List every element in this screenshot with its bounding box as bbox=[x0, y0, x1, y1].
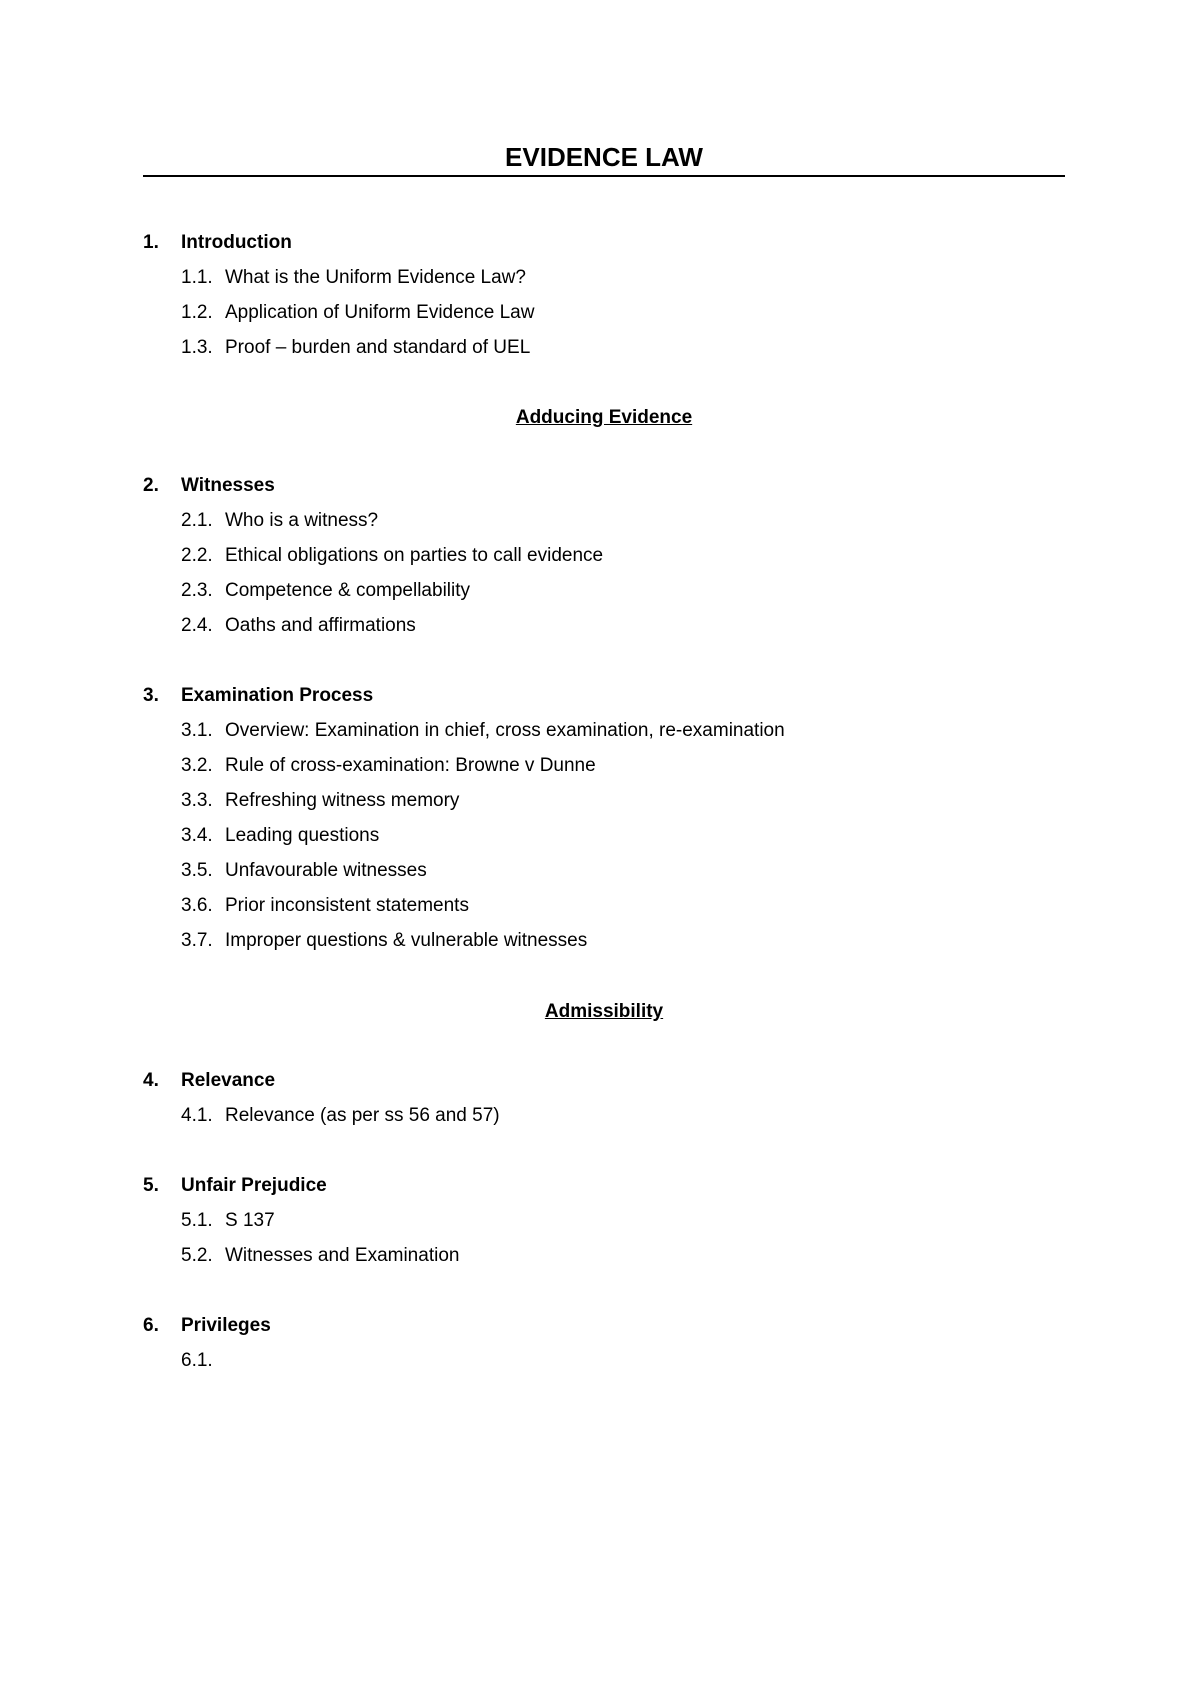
subsection-number: 2.3. bbox=[181, 580, 213, 601]
subsection-text: Rule of cross-examination: Browne v Dunne bbox=[225, 755, 596, 776]
section-title: Privileges bbox=[181, 1315, 271, 1336]
title-underline-rule bbox=[143, 175, 1065, 177]
subsection-text: Improper questions & vulnerable witnesses bbox=[225, 930, 588, 951]
subsection-text: Ethical obligations on parties to call evidence bbox=[225, 545, 604, 566]
subsection-text: Application of Uniform Evidence Law bbox=[225, 302, 535, 323]
section-title: Unfair Prejudice bbox=[181, 1175, 327, 1196]
section-heading bbox=[143, 1173, 1065, 1199]
subsection-item bbox=[181, 265, 1065, 291]
subsection-text: Proof – burden and standard of UEL bbox=[225, 337, 531, 358]
subsection-number: 6.1. bbox=[181, 1350, 213, 1371]
section-heading bbox=[143, 683, 1065, 709]
subsection-item bbox=[181, 753, 1065, 779]
subsection-item bbox=[181, 788, 1065, 814]
subsection-number: 3.5. bbox=[181, 860, 213, 881]
subsection-text: Witnesses and Examination bbox=[225, 1245, 460, 1266]
subsection-text: Relevance (as per ss 56 and 57) bbox=[225, 1105, 500, 1126]
subsection-text: Leading questions bbox=[225, 825, 380, 846]
subsection-text: Who is a witness? bbox=[225, 510, 379, 531]
subsection-text: Refreshing witness memory bbox=[225, 790, 460, 811]
document-title: EVIDENCE LAW bbox=[505, 142, 703, 172]
subsection-number: 3.3. bbox=[181, 790, 213, 811]
subsection-number: 3.4. bbox=[181, 825, 213, 846]
subsection-number: 1.1. bbox=[181, 267, 213, 288]
subsection-text: Unfavourable witnesses bbox=[225, 860, 427, 881]
subsection-number: 2.4. bbox=[181, 615, 213, 636]
subsection-item bbox=[181, 613, 1065, 639]
subsection-item bbox=[181, 1348, 1065, 1374]
section-heading bbox=[143, 230, 1065, 256]
section-number: 1. bbox=[143, 232, 159, 253]
subsection-number: 3.2. bbox=[181, 755, 213, 776]
subsection-number: 5.1. bbox=[181, 1210, 213, 1231]
subsection-number: 4.1. bbox=[181, 1105, 213, 1126]
subsection-item bbox=[181, 1243, 1065, 1269]
subsection-number: 1.3. bbox=[181, 337, 213, 358]
subsection-number: 2.1. bbox=[181, 510, 213, 531]
subsection-text: Overview: Examination in chief, cross examination, re-examination bbox=[225, 720, 785, 741]
subsection-item bbox=[181, 893, 1065, 919]
subsection-number: 2.2. bbox=[181, 545, 213, 566]
section-title: Examination Process bbox=[181, 685, 374, 706]
section-title: Witnesses bbox=[181, 475, 275, 496]
subsection-item bbox=[181, 508, 1065, 534]
subsection-item bbox=[181, 300, 1065, 326]
subsection-item bbox=[181, 1103, 1065, 1129]
group-heading-adducing-evidence: Adducing Evidence bbox=[515, 407, 693, 428]
subsection-item bbox=[181, 823, 1065, 849]
subsection-item bbox=[181, 578, 1065, 604]
section-number: 6. bbox=[143, 1315, 159, 1336]
subsection-number: 3.7. bbox=[181, 930, 213, 951]
subsection-item bbox=[181, 858, 1065, 884]
subsection-number: 5.2. bbox=[181, 1245, 213, 1266]
section-number: 3. bbox=[143, 685, 159, 706]
group-heading-admissibility: Admissibility bbox=[544, 1001, 664, 1022]
subsection-text: Prior inconsistent statements bbox=[225, 895, 469, 916]
subsection-item bbox=[181, 335, 1065, 361]
document-page bbox=[143, 0, 1065, 1698]
section-number: 4. bbox=[143, 1070, 159, 1091]
subsection-item bbox=[181, 543, 1065, 569]
subsection-text: Oaths and affirmations bbox=[225, 615, 416, 636]
section-heading bbox=[143, 473, 1065, 499]
section-heading bbox=[143, 1313, 1065, 1339]
subsection-text: S 137 bbox=[225, 1210, 275, 1231]
subsection-item bbox=[181, 928, 1065, 954]
subsection-number: 1.2. bbox=[181, 302, 213, 323]
subsection-text: Competence & compellability bbox=[225, 580, 471, 601]
section-title: Introduction bbox=[181, 232, 292, 253]
section-heading bbox=[143, 1068, 1065, 1094]
subsection-item bbox=[181, 1208, 1065, 1234]
subsection-text: What is the Uniform Evidence Law? bbox=[225, 267, 526, 288]
subsection-number: 3.1. bbox=[181, 720, 213, 741]
subsection-item bbox=[181, 718, 1065, 744]
section-title: Relevance bbox=[181, 1070, 276, 1091]
section-number: 2. bbox=[143, 475, 159, 496]
subsection-number: 3.6. bbox=[181, 895, 213, 916]
section-number: 5. bbox=[143, 1175, 159, 1196]
